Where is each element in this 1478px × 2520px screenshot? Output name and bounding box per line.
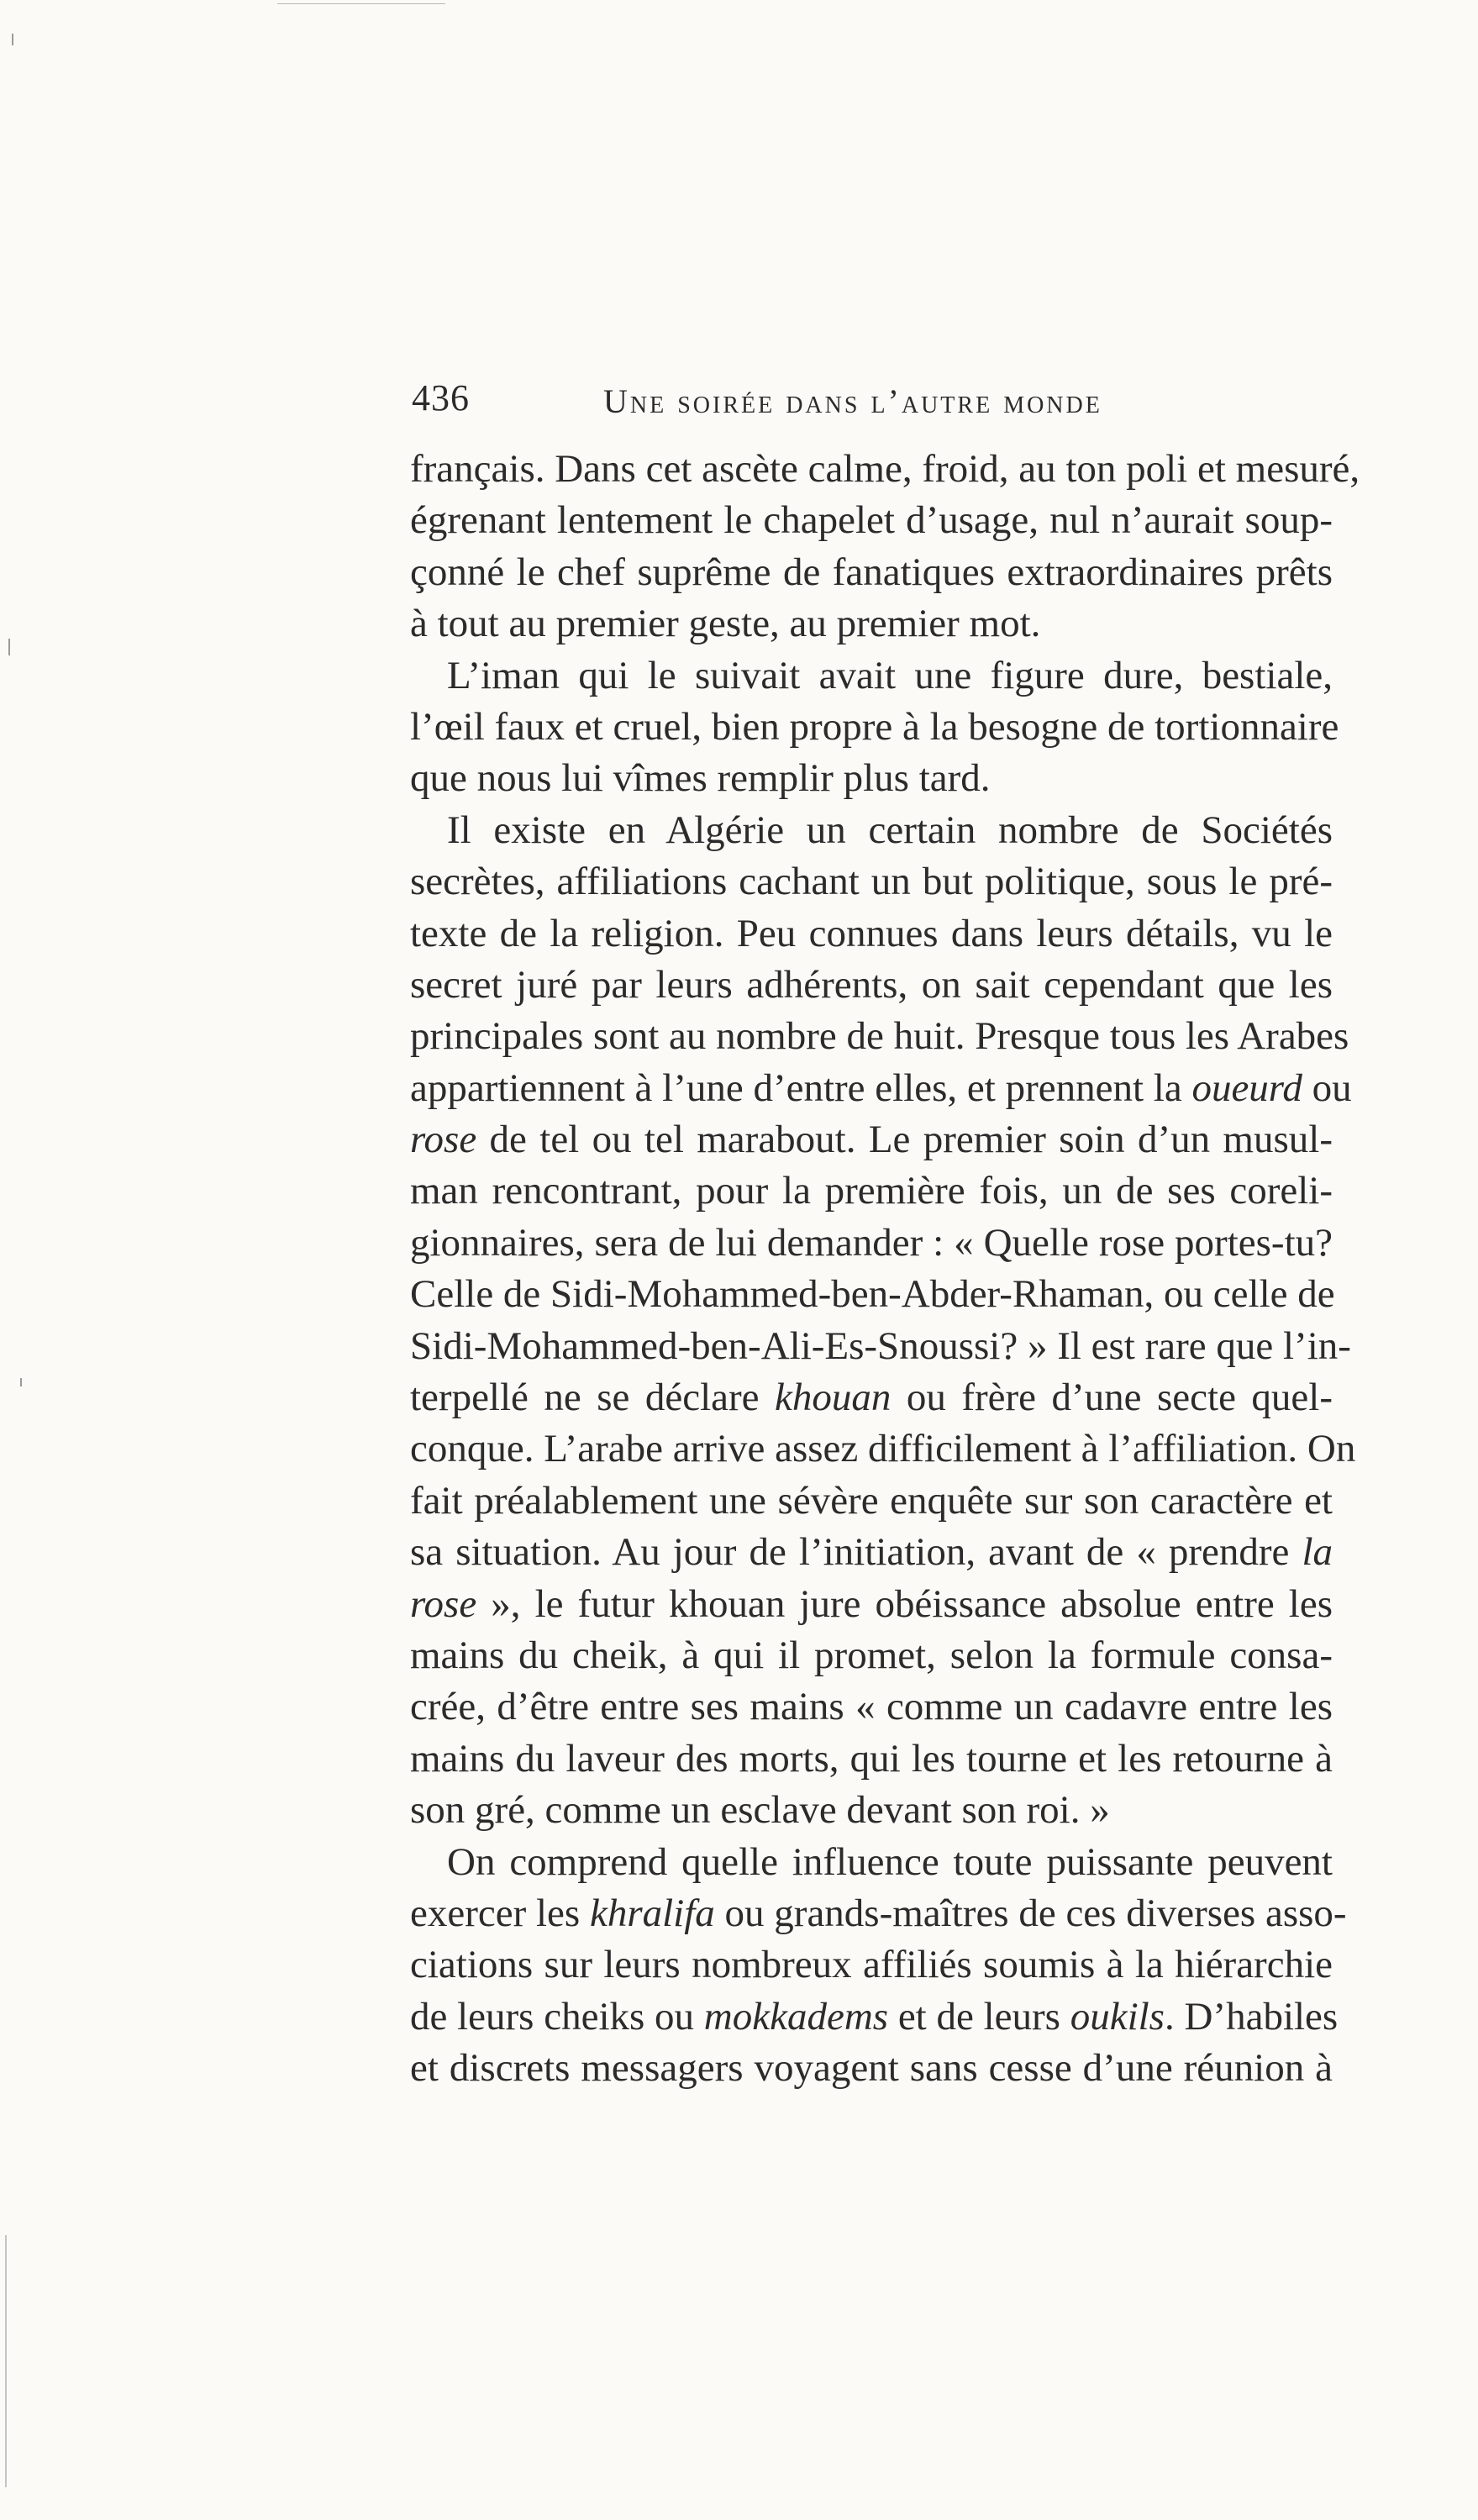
text-line: [410, 1218, 1333, 1269]
text-segment: terpellé ne se déclare: [410, 1376, 776, 1420]
text-segment: exercer les: [410, 1891, 590, 1935]
text-segment: L’iman qui le suivait avait une figure dure, bestiale,: [447, 653, 1333, 697]
page-number: 436: [412, 377, 470, 418]
text-segment: Sidi-Mohammed-ben-Ali-Es-Snoussi? » Il est rare que l’in-: [410, 1323, 1351, 1368]
text-line: [410, 856, 1333, 908]
running-title: Une soirée dans l’autre monde: [603, 382, 1102, 420]
text-segment: secrètes, affiliations cachant un but politique, sous le pré-: [410, 860, 1333, 904]
text-segment: . D’habiles: [1164, 1994, 1339, 2039]
text-line: [410, 1321, 1351, 1372]
text-segment: que nous lui vîmes remplir plus tard.: [410, 756, 991, 801]
text-segment: et de leurs: [888, 1994, 1070, 2039]
text-line: [410, 1579, 1333, 1630]
italic-term: rose: [410, 1118, 477, 1162]
text-segment: secret juré par leurs adhérents, on sait cependant que les: [410, 962, 1333, 1007]
text-line: [410, 1888, 1347, 1939]
italic-term: khralifa: [589, 1891, 715, 1935]
text-line: [410, 1063, 1352, 1114]
text-segment: çonné le chef suprême de fanatiques extraordinaires prêts: [410, 550, 1333, 594]
text-line: [410, 495, 1333, 546]
scan-mark: [277, 3, 445, 4]
text-line: [410, 547, 1333, 598]
text-line: [410, 1114, 1333, 1165]
text-line: [410, 1423, 1356, 1475]
text-segment: », le futur khouan jure obéissance absolue entre les: [476, 1581, 1333, 1626]
text-segment: son gré, comme un esclave devant son roi. »: [410, 1788, 1110, 1833]
text-line: [410, 1991, 1339, 2043]
text-segment: mains du cheik, à qui il promet, selon la formule consa-: [410, 1633, 1333, 1677]
text-segment: français. Dans cet ascète calme, froid, au ton poli et mesuré,: [410, 447, 1360, 491]
italic-term: la: [1302, 1530, 1333, 1575]
text-segment: conque. L’arabe arrive assez difficilement à l’affiliation. On: [410, 1427, 1356, 1471]
text-line: [410, 1681, 1333, 1733]
italic-term: khouan: [775, 1376, 892, 1420]
text-segment: à tout au premier geste, au premier mot.: [410, 602, 1041, 646]
italic-term: oukils: [1070, 1994, 1165, 2039]
text-segment: égrenant lentement le chapelet d’usage, nul n’aurait soup-: [410, 498, 1333, 543]
text-line: [410, 598, 1333, 650]
text-segment: Celle de Sidi-Mohammed-ben-Abder-Rhaman, ou celle de: [410, 1272, 1335, 1317]
text-line: [410, 1527, 1333, 1578]
text-line: [410, 2043, 1333, 2094]
text-line: [410, 650, 1333, 702]
text-line: [410, 1165, 1333, 1217]
text-line: [410, 1372, 1333, 1423]
text-line: [410, 960, 1333, 1011]
text-segment: Il existe en Algérie un certain nombre de Sociétés: [447, 808, 1333, 852]
text-segment: crée, d’être entre ses mains « comme un cadavre entre les: [410, 1685, 1333, 1729]
text-segment: mains du laveur des morts, qui les tourne et les retourne à: [410, 1736, 1333, 1781]
text-segment: man rencontrant, pour la première fois, un de ses coreli-: [410, 1169, 1333, 1213]
italic-term: mokkadems: [703, 1994, 889, 2039]
text-segment: principales sont au nombre de huit. Presque tous les Arabes: [410, 1014, 1349, 1059]
text-segment: fait préalablement une sévère enquête sur son caractère et: [410, 1478, 1333, 1523]
text-line: [410, 444, 1360, 495]
text-segment: de leurs cheiks ou: [410, 1994, 704, 2039]
text-line: [410, 1733, 1333, 1785]
text-segment: ciations sur leurs nombreux affiliés soumis à la hiérarchie: [410, 1943, 1333, 1987]
text-line: [410, 1630, 1333, 1681]
text-line: [410, 908, 1333, 960]
text-segment: de tel ou tel marabout. Le premier soin d’un musul-: [476, 1118, 1333, 1162]
body-text: [410, 444, 1360, 2095]
italic-term: rose: [410, 1581, 477, 1626]
text-segment: gionnaires, sera de lui demander : « Quelle rose portes-tu?: [410, 1220, 1333, 1265]
text-line: [410, 1011, 1349, 1062]
text-segment: sa situation. Au jour de l’initiation, avant de « prendre: [410, 1530, 1302, 1575]
italic-term: oueurd: [1191, 1065, 1302, 1110]
text-segment: appartiennent à l’une d’entre elles, et prennent la: [410, 1065, 1192, 1110]
text-line: [410, 805, 1333, 856]
text-segment: et discrets messagers voyagent sans cesse d’une réunion à: [410, 2046, 1333, 2091]
text-segment: ou grands-maîtres de ces diverses asso-: [714, 1891, 1347, 1935]
text-line: [410, 753, 1333, 804]
scan-mark: [12, 34, 13, 45]
scan-mark: [20, 1378, 22, 1386]
text-segment: ou: [1302, 1065, 1352, 1110]
scan-mark: [5, 2235, 7, 2487]
text-line: [410, 1269, 1333, 1320]
text-line: [410, 702, 1339, 753]
text-segment: l’œil faux et cruel, bien propre à la besogne de tortionnaire: [410, 704, 1339, 749]
text-segment: ou frère d’une secte quel-: [891, 1376, 1333, 1420]
page-header: [412, 376, 1336, 424]
text-line: [410, 1785, 1333, 1836]
text-segment: On comprend quelle influence toute puissante peuvent: [447, 1839, 1333, 1884]
text-line: [410, 1837, 1333, 1888]
text-segment: texte de la religion. Peu connues dans leurs détails, vu le: [410, 911, 1333, 955]
text-line: [410, 1939, 1333, 1991]
text-line: [410, 1476, 1333, 1527]
scan-mark: [8, 639, 10, 655]
